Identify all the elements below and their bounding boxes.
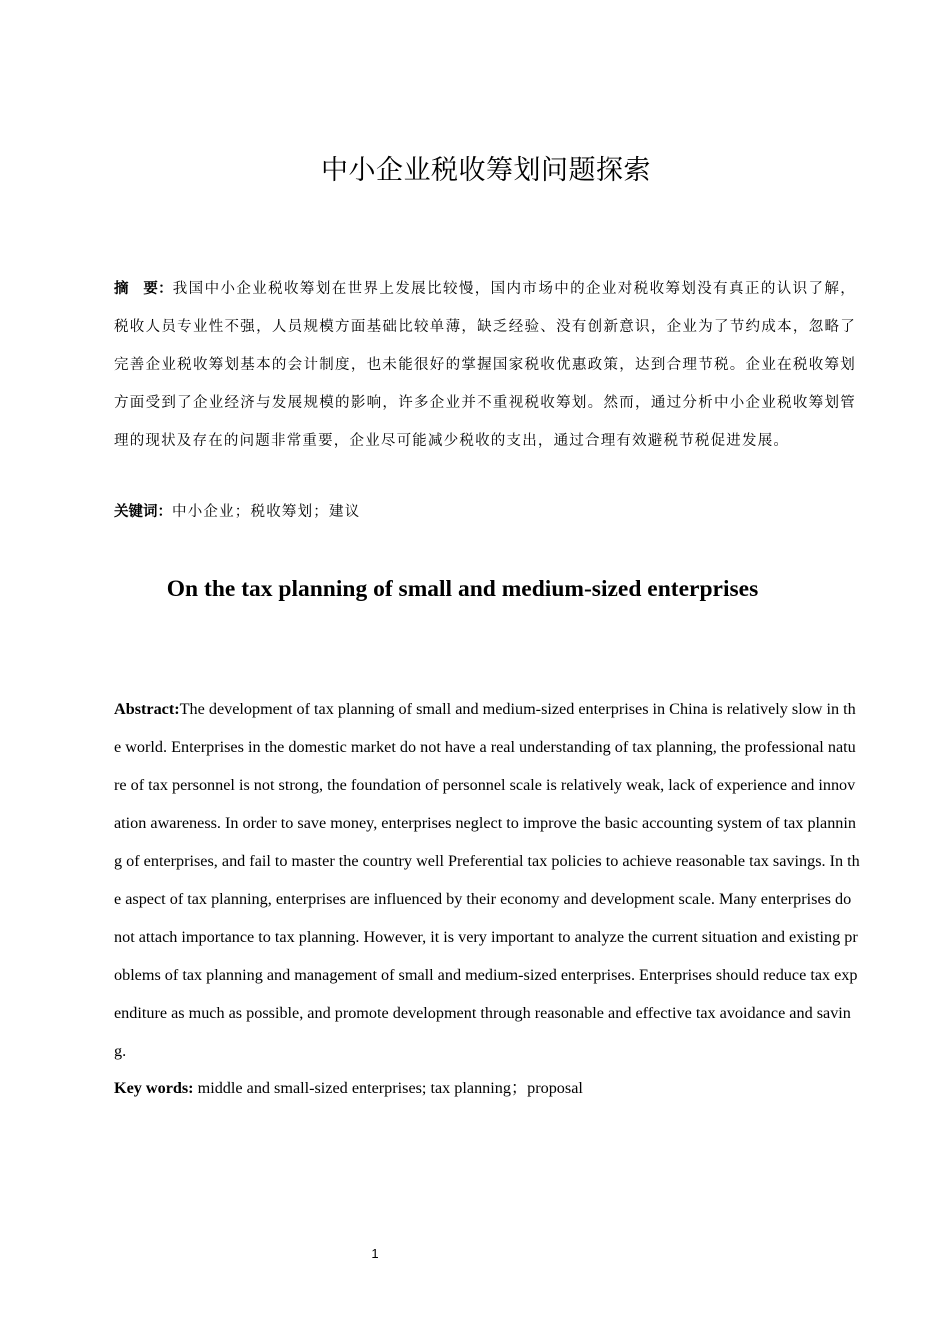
chinese-abstract-text: 我国中小企业税收筹划在世界上发展比较慢，国内市场中的企业对税收筹划没有真正的认识了解，税收人员专业性不强，人员规模方面基础比较单薄，缺乏经验、没有创新意识，企业为了节约成本，忽略了完善企业税收筹划基本的会计制度，也未能很好的掌握国家税收优惠政策，达到合理节税。企业在税收筹划方面受到了企业经济与发展规模的影响，许多企业并不重视税收筹划。然而，通过分析中小企业税收筹划管理的现状及存在的问题非常重要，企业尽可能减少税收的支出，通过合理有效避税节税促进发展。	[114, 281, 856, 449]
chinese-title: 中小企业税收筹划问题探索	[321, 155, 651, 186]
page-number: 1	[371, 1246, 379, 1261]
english-keywords	[114, 1074, 860, 1102]
english-abstract	[114, 690, 860, 1070]
english-abstract-text: The development of tax planning of small and medium-sized enterprises in China is relatively slow in the world. Enterprises in the domestic market do not have a real understanding of tax planning, the professional nature of tax personnel is not strong, the foundation of personnel scale is relatively weak, lack of experience and innovation awareness. In order to save money, enterprises neglect to improve the basic accounting system of tax planning of enterprises, and fail to master the country well Preferential tax policies to achieve reasonable tax savings. In the aspect of tax planning, enterprises are influenced by their economy and development scale. Many enterprises do not attach importance to tax planning. However, it is very important to analyze the current situation and existing problems of tax planning and management of small and medium-sized enterprises. Enterprises should reduce tax expenditure as much as possible, and promote development through reasonable and effective tax avoidance and saving.	[114, 700, 860, 1060]
chinese-keywords-label: 关键词：	[114, 503, 172, 520]
chinese-keywords-text: 中小企业；税收筹划；建议	[172, 504, 361, 520]
english-abstract-label: Abstract:	[114, 700, 180, 718]
chinese-abstract-label: 摘 要：	[114, 280, 173, 297]
chinese-keywords	[114, 498, 856, 526]
english-keywords-label: Key words:	[114, 1079, 194, 1097]
english-title: On the tax planning of small and medium-sized enterprises	[166, 576, 759, 602]
chinese-abstract	[114, 270, 856, 460]
english-keywords-text: middle and small-sized enterprises; tax planning；proposal	[193, 1079, 583, 1097]
